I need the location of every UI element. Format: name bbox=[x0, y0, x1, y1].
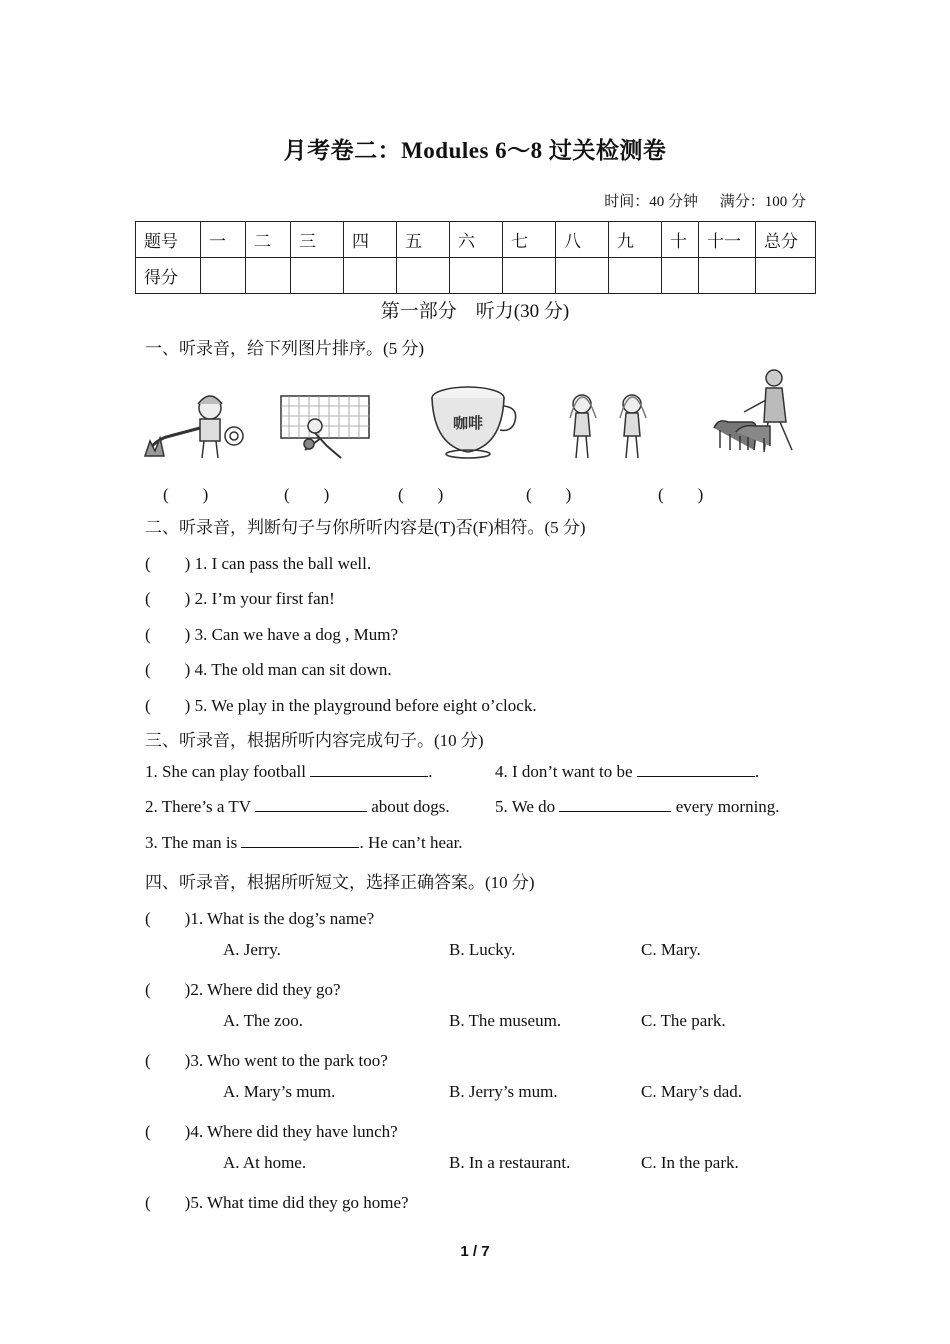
picture-goalkeeper bbox=[275, 366, 375, 466]
tf-item: ( ) 3. Can we have a dog , Mum? bbox=[145, 625, 399, 644]
tf-item: ( ) 4. The old man can sit down. bbox=[145, 660, 392, 679]
section3-heading: 三、听录音，根据所听内容完成句子。(10 分) bbox=[145, 731, 484, 750]
score-input-cell[interactable] bbox=[556, 258, 609, 294]
cup-label: 咖啡 bbox=[452, 416, 484, 432]
page-title: 月考卷二：Modules 6～8 过关检测卷 bbox=[283, 138, 667, 163]
score-input-cell[interactable] bbox=[201, 258, 246, 294]
fill-item bbox=[145, 833, 463, 853]
answer-bracket-2[interactable]: ( ) bbox=[284, 485, 330, 504]
table-cell: 十 bbox=[662, 222, 699, 258]
firefighter-illustration bbox=[140, 366, 245, 466]
fill-item-text: 1. She can play football bbox=[145, 762, 311, 781]
picture-firefighter bbox=[140, 366, 245, 466]
score-input-cell[interactable] bbox=[756, 258, 816, 294]
picture-jumping-rope bbox=[560, 366, 660, 466]
fill-item-text: . He can’t hear. bbox=[359, 833, 463, 852]
question: ( )3. Who went to the park too? bbox=[145, 1051, 388, 1070]
table-cell: 九 bbox=[609, 222, 662, 258]
score-table-score-row bbox=[136, 258, 816, 294]
question: ( )2. Where did they go? bbox=[145, 980, 341, 999]
score-input-cell[interactable] bbox=[344, 258, 397, 294]
fill-item-text: . bbox=[754, 762, 760, 781]
option-c: C. The park. bbox=[641, 1011, 726, 1030]
part-heading: 第一部分 听力(30 分) bbox=[380, 301, 570, 322]
tf-item: ( ) 2. I’m your first fan! bbox=[145, 589, 335, 608]
full-score: 满分：100 分 bbox=[719, 194, 806, 210]
fill-item-text: 5. We do bbox=[495, 797, 560, 816]
question: ( )1. What is the dog’s name? bbox=[145, 909, 375, 928]
fill-item-text: . bbox=[428, 762, 433, 781]
option-b: B. Jerry’s mum. bbox=[449, 1082, 558, 1101]
table-cell: 七 bbox=[503, 222, 556, 258]
score-input-cell[interactable] bbox=[662, 258, 699, 294]
fill-item-text: 4. I don’t want to be bbox=[495, 762, 637, 781]
fill-item-text: every morning. bbox=[671, 797, 780, 816]
answer-bracket-4[interactable]: ( ) bbox=[526, 485, 572, 504]
picture-woman-with-dogs bbox=[708, 366, 808, 466]
table-cell: 四 bbox=[344, 222, 397, 258]
answer-blank[interactable] bbox=[637, 762, 755, 777]
table-cell: 六 bbox=[450, 222, 503, 258]
table-cell: 题号 bbox=[136, 222, 201, 258]
option-b: B. The museum. bbox=[449, 1011, 562, 1030]
section1-heading: 一、听录音，给下列图片排序。(5 分) bbox=[145, 339, 425, 358]
answer-blank[interactable] bbox=[255, 797, 367, 812]
fill-item-text: 3. The man is bbox=[145, 833, 242, 852]
goalkeeper-illustration bbox=[275, 366, 375, 466]
answer-blank[interactable] bbox=[310, 762, 428, 777]
picture-coffee-cup bbox=[428, 366, 518, 466]
answer-bracket-5[interactable]: ( ) bbox=[658, 485, 704, 504]
table-cell: 五 bbox=[397, 222, 450, 258]
option-a: A. The zoo. bbox=[223, 1011, 303, 1030]
answer-bracket-3[interactable]: ( ) bbox=[398, 485, 444, 504]
option-b: B. In a restaurant. bbox=[449, 1153, 571, 1172]
table-cell: 总分 bbox=[756, 222, 816, 258]
section2-heading: 二、听录音，判断句子与你所听内容是(T)否(F)相符。(5 分) bbox=[145, 518, 586, 537]
score-table-header-row bbox=[136, 222, 816, 258]
table-cell: 十一 bbox=[699, 222, 756, 258]
option-c: C. Mary’s dad. bbox=[641, 1082, 743, 1101]
tf-item: ( ) 1. I can pass the ball well. bbox=[145, 554, 372, 573]
option-c: C. Mary. bbox=[641, 940, 701, 959]
page-number: 1 / 7 bbox=[460, 1243, 490, 1260]
table-cell: 八 bbox=[556, 222, 609, 258]
option-a: A. At home. bbox=[223, 1153, 307, 1172]
score-input-cell[interactable] bbox=[450, 258, 503, 294]
score-input-cell[interactable] bbox=[609, 258, 662, 294]
fill-item-text: 2. There’s a TV bbox=[145, 797, 256, 816]
fill-item-text: about dogs. bbox=[367, 797, 450, 816]
option-b: B. Lucky. bbox=[449, 940, 516, 959]
score-table bbox=[135, 221, 816, 294]
fill-item bbox=[495, 762, 759, 782]
question: ( )4. Where did they have lunch? bbox=[145, 1122, 398, 1141]
woman-with-dogs-illustration bbox=[708, 366, 808, 466]
answer-blank[interactable] bbox=[241, 833, 359, 848]
fill-item bbox=[495, 797, 780, 817]
time-limit: 时间：40 分钟 bbox=[604, 194, 698, 210]
option-a: A. Jerry. bbox=[223, 940, 281, 959]
score-input-cell[interactable] bbox=[291, 258, 344, 294]
table-cell: 三 bbox=[291, 222, 344, 258]
score-input-cell[interactable] bbox=[699, 258, 756, 294]
option-c: C. In the park. bbox=[641, 1153, 739, 1172]
tf-item: ( ) 5. We play in the playground before eight o’clock. bbox=[145, 696, 537, 715]
fill-item bbox=[145, 762, 433, 782]
score-input-cell[interactable] bbox=[246, 258, 291, 294]
jumping-rope-illustration bbox=[560, 366, 660, 466]
score-input-cell[interactable] bbox=[503, 258, 556, 294]
table-cell: 一 bbox=[201, 222, 246, 258]
fill-item bbox=[145, 797, 450, 817]
picture-row bbox=[140, 366, 810, 466]
option-a: A. Mary’s mum. bbox=[223, 1082, 336, 1101]
table-cell: 二 bbox=[246, 222, 291, 258]
coffee-cup-illustration bbox=[428, 366, 518, 466]
answer-bracket-1[interactable]: ( ) bbox=[163, 485, 209, 504]
table-cell: 得分 bbox=[136, 258, 201, 294]
score-input-cell[interactable] bbox=[397, 258, 450, 294]
exam-meta bbox=[586, 190, 806, 211]
question: ( )5. What time did they go home? bbox=[145, 1193, 409, 1212]
section4-heading: 四、听录音，根据所听短文，选择正确答案。(10 分) bbox=[145, 873, 535, 892]
answer-blank[interactable] bbox=[559, 797, 671, 812]
